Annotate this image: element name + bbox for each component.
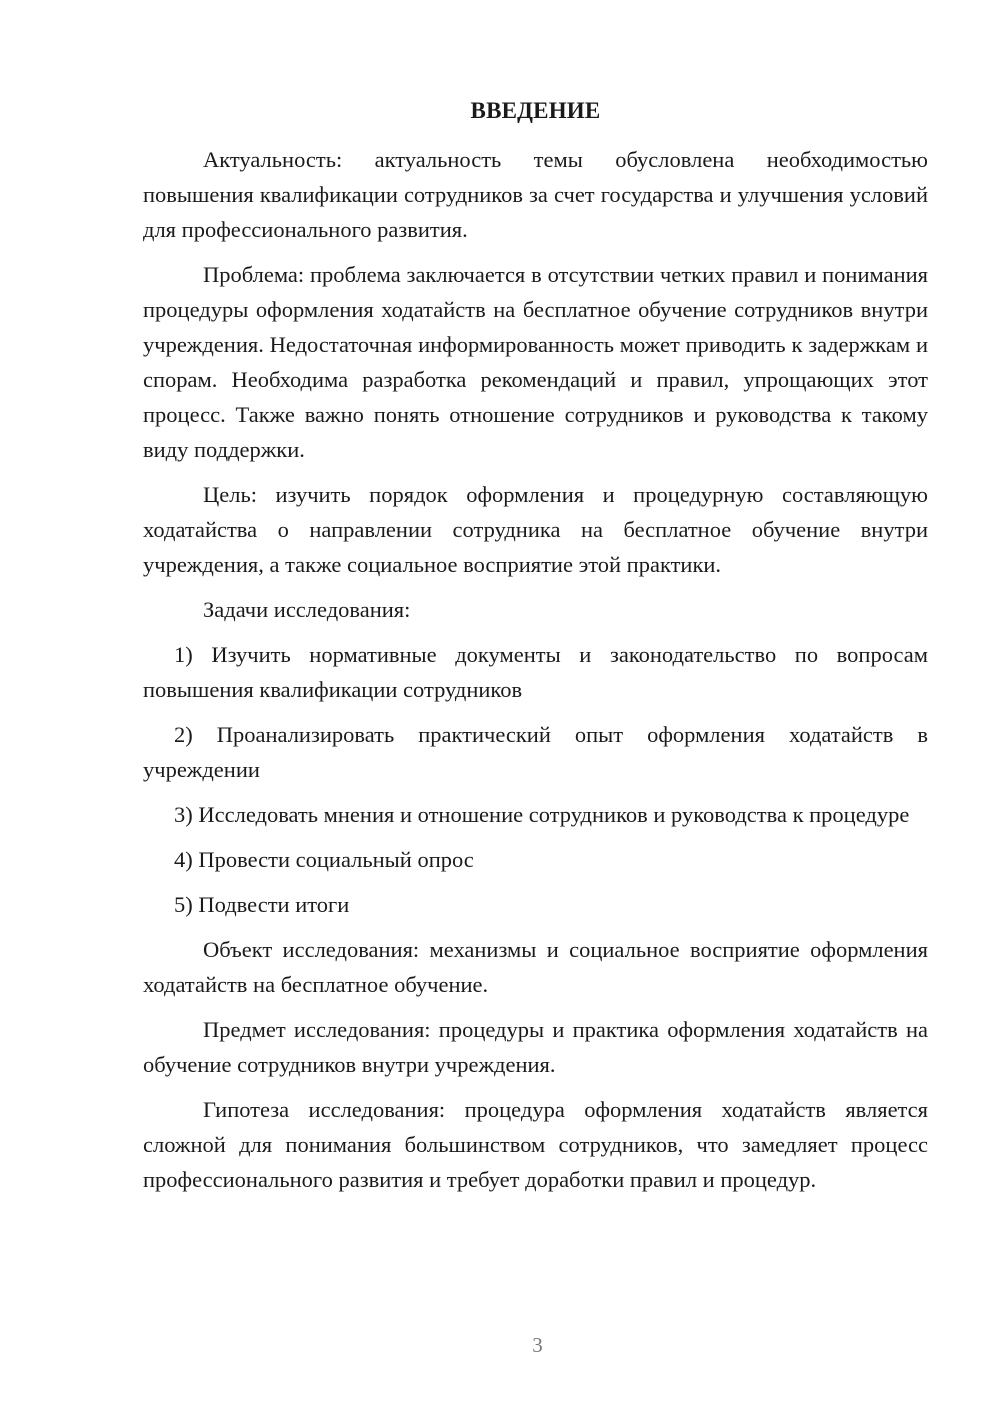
page-body — [143, 96, 928, 1207]
page-number: 3 — [532, 1333, 543, 1357]
goal-paragraph: Цель: изучить порядок оформления и процедурную составляющую ходатайства о направлении сотрудника на бесплатное обучение внутри учреждения, а также социальное восприятие этой практики. — [143, 482, 928, 577]
subject-paragraph: Предмет исследования: процедуры и практика оформления ходатайств на обучение сотрудников внутри учреждения. — [143, 1017, 928, 1077]
tasks-heading: Задачи исследования: — [203, 597, 411, 622]
task-item: 3) Исследовать мнения и отношение сотрудников и руководства к процедуре — [174, 802, 910, 827]
relevance-paragraph: Актуальность: актуальность темы обусловлена необходимостью повышения квалификации сотрудников за счет государства и улучшения условий для профессионального развития. — [143, 147, 928, 242]
problem-paragraph: Проблема: проблема заключается в отсутствии четких правил и понимания процедуры оформления ходатайств на бесплатное обучение сотрудников внутри учреждения. Недостаточная информированность может приводить к задержкам и спорам. Необходима разработка рекомендаций и правил, упрощающих этот процесс. Также важно понять отношение сотрудников и руководства к такому виду поддержки. — [143, 262, 928, 462]
task-item: 5) Подвести итоги — [174, 892, 350, 917]
hypothesis-paragraph: Гипотеза исследования: процедура оформления ходатайств является сложной для понимания большинством сотрудников, что замедляет процесс профессионального развития и требует доработки правил и процедур. — [143, 1097, 928, 1192]
task-item: 1) Изучить нормативные документы и законодательство по вопросам повышения квалификации сотрудников — [143, 642, 928, 702]
task-item: 2) Проанализировать практический опыт оформления ходатайств в учреждении — [143, 722, 928, 782]
section-title: ВВЕДЕНИЕ — [470, 98, 601, 123]
object-paragraph: Объект исследования: механизмы и социальное восприятие оформления ходатайств на бесплатное обучение. — [143, 937, 928, 997]
task-item: 4) Провести социальный опрос — [174, 847, 474, 872]
